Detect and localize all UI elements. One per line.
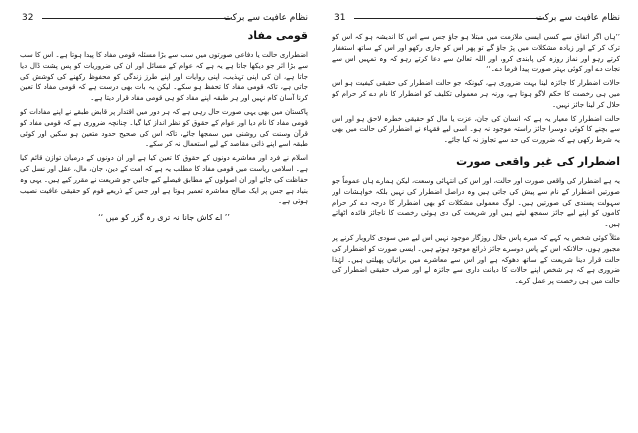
right-paragraph-5: مثلاً کوئی شخص یہ کہے کہ میرے پاس حلال روزگار موجود نہیں اس لیے میں سودی کاروبار کرنے پر مجبور ہوں، حالانکہ اس کے پاس دوسرے جائز ذرائع موجود ہوتے ہیں۔ ایسی صورت کو اضطرار کی حالت قرار دینا شریعت کے ساتھ دھوکہ ہے اور اس سے معاشرے میں برائیاں پھیلتی ہیں۔ لہٰذا ضروری ہے کہ ہر شخص اپنے حالات کا دیانت داری سے جائزہ لے اور صرف حقیقی اضطرار کی حالت میں ہی رخصت پر عمل کرے۔ <box>332 233 620 286</box>
left-head-rule <box>42 18 230 19</box>
left-running-head <box>20 10 308 26</box>
right-paragraph-3: حالت اضطرار کا معیار یہ ہے کہ انسان کی جان، عزت یا مال کو حقیقی خطرہ لاحق ہو اور اس سے بچنے کا کوئی دوسرا جائز راستہ موجود نہ ہو۔ اسی لیے فقہاء نے اضطرار کی حالت میں بھی یہ شرط رکھی ہے کہ ضرورت کی حد سے تجاوز نہ کیا جائے۔ <box>332 114 620 145</box>
right-page-number: 31 <box>334 13 346 23</box>
left-page <box>20 10 308 420</box>
left-closing-quote: ’’ اے کاش جانا نہ تری رہ گزر کو میں ‘‘ <box>98 213 230 223</box>
right-page <box>332 10 620 420</box>
left-page-number: 32 <box>22 13 34 23</box>
right-paragraph-4: یہ ہے اضطرار کی واقعی صورت اور حالت، اور اس کی انتہائی وسعت، لیکن ہمارے ہاں عموماً جو صورتیں اضطرار کے نام سے پیش کی جاتی ہیں وہ دراصل اضطرار کی نہیں بلکہ خواہشات اور سہولت پسندی کی صورتیں ہیں۔ لوگ معمولی مشکلات کو بھی اضطرار کا درجہ دے کر حرام کاموں کو اپنے لیے جائز سمجھ لیتے ہیں اور شریعت کی دی ہوئی رخصت کا ناجائز فائدہ اٹھاتے ہیں۔ <box>332 176 620 229</box>
right-section-heading: اضطرار کی غیر واقعی صورت <box>456 154 620 168</box>
left-running-title: نظام عافیت سے برکت <box>223 13 308 23</box>
left-section-heading: قومی مفاد <box>247 29 308 42</box>
right-running-title: نظام عافیت سے برکت <box>535 13 620 23</box>
right-page-body-continued <box>332 176 620 287</box>
left-paragraph-3: اسلام نے فرد اور معاشرے دونوں کے حقوق کا تعین کیا ہے اور ان دونوں کے درمیان توازن قائم کیا ہے۔ اسلامی ریاست میں قومی مفاد کا مطلب یہ ہے کہ امت کے دین، جان، مال، عقل اور نسل کی حفاظت کی جائے اور ان اصولوں کے مطابق فیصلے کیے جائیں جو شریعت نے مقرر کیے ہیں۔ یہی وہ بنیاد ہے جس پر ایک صالح معاشرہ تعمیر ہوتا ہے اور جس کے ذریعے قوم کو حقیقی عافیت نصیب ہوتی ہے۔ <box>20 154 308 206</box>
right-paragraph-2: حالات اضطرار کا جائزہ لینا بہت ضروری ہے، کیونکہ جو حالت اضطرار کی حقیقی کیفیت ہو اس میں ہی رخصت کا حکم لاگو ہوتا ہے، ورنہ ہر معمولی تکلیف کو اضطرار کا نام دے کر حرام کو حلال کر لینا جائز نہیں۔ <box>332 79 620 109</box>
right-paragraph-1: ’’ہاں اگر اتفاق سے کسی ایسی ملازمت میں مبتلا ہو جاؤ جس سے اس کا اندیشہ ہو کہ اس کو ترک کر کے اور زیادہ مشکلات میں پڑ جاؤ گے تو پھر اس کو جاری رکھو اور اس کے ساتھ استغفار کرتے رہو اور نماز روزہ کی پابندی کرو، اور اللہ تعالیٰ سے دعا کرتے رہو کہ وہ تمہیں اس سے نجات دے اور کوئی بہتر صورت پیدا فرما دے۔‘‘ <box>332 33 620 74</box>
left-paragraph-2: پاکستان میں بھی یہی صورت حال رہی ہے کہ ہر دور میں اقتدار پر قابض طبقے نے اپنے مفادات کو قومی مفاد کا نام دیا اور عوام کے حقوق کو نظر انداز کیا گیا۔ چنانچہ ضروری ہے کہ قومی مفاد کو قرآن وسنت کی روشنی میں سمجھا جائے، تاکہ اس کی صحیح حدود متعین ہو سکیں اور کوئی طبقہ اسے اپنے ذاتی مقاصد کے لیے استعمال نہ کر سکے۔ <box>20 107 308 149</box>
left-paragraph-1: اضطراری حالت یا دفاعی صورتوں میں سب سے بڑا مسئلہ قومی مفاد کا پیدا ہوتا ہے۔ اس کا سب سے بڑا اثر جو دیکھا جاتا ہے یہ ہے کہ عوام کے مسائل اور ان کی ضروریات کو پس پشت ڈال دیا جاتا ہے، ان کی اپنی تہذیب، اپنی روایات اور اپنے طرز زندگی کو محفوظ رکھنے کی کوشش کی جاتی ہے، تاکہ قومی مفاد کا تحفظ ہو سکے۔ لیکن یہ بات بھی درست ہے کہ قومی مفاد کا تعین کرنا آسان کام نہیں اور ہر طبقہ اپنے مفاد کو ہی قومی مفاد قرار دیتا ہے۔ <box>20 51 308 103</box>
right-running-head <box>332 10 620 26</box>
left-page-body <box>20 50 308 207</box>
right-page-body <box>332 32 620 146</box>
right-head-rule <box>354 18 542 19</box>
